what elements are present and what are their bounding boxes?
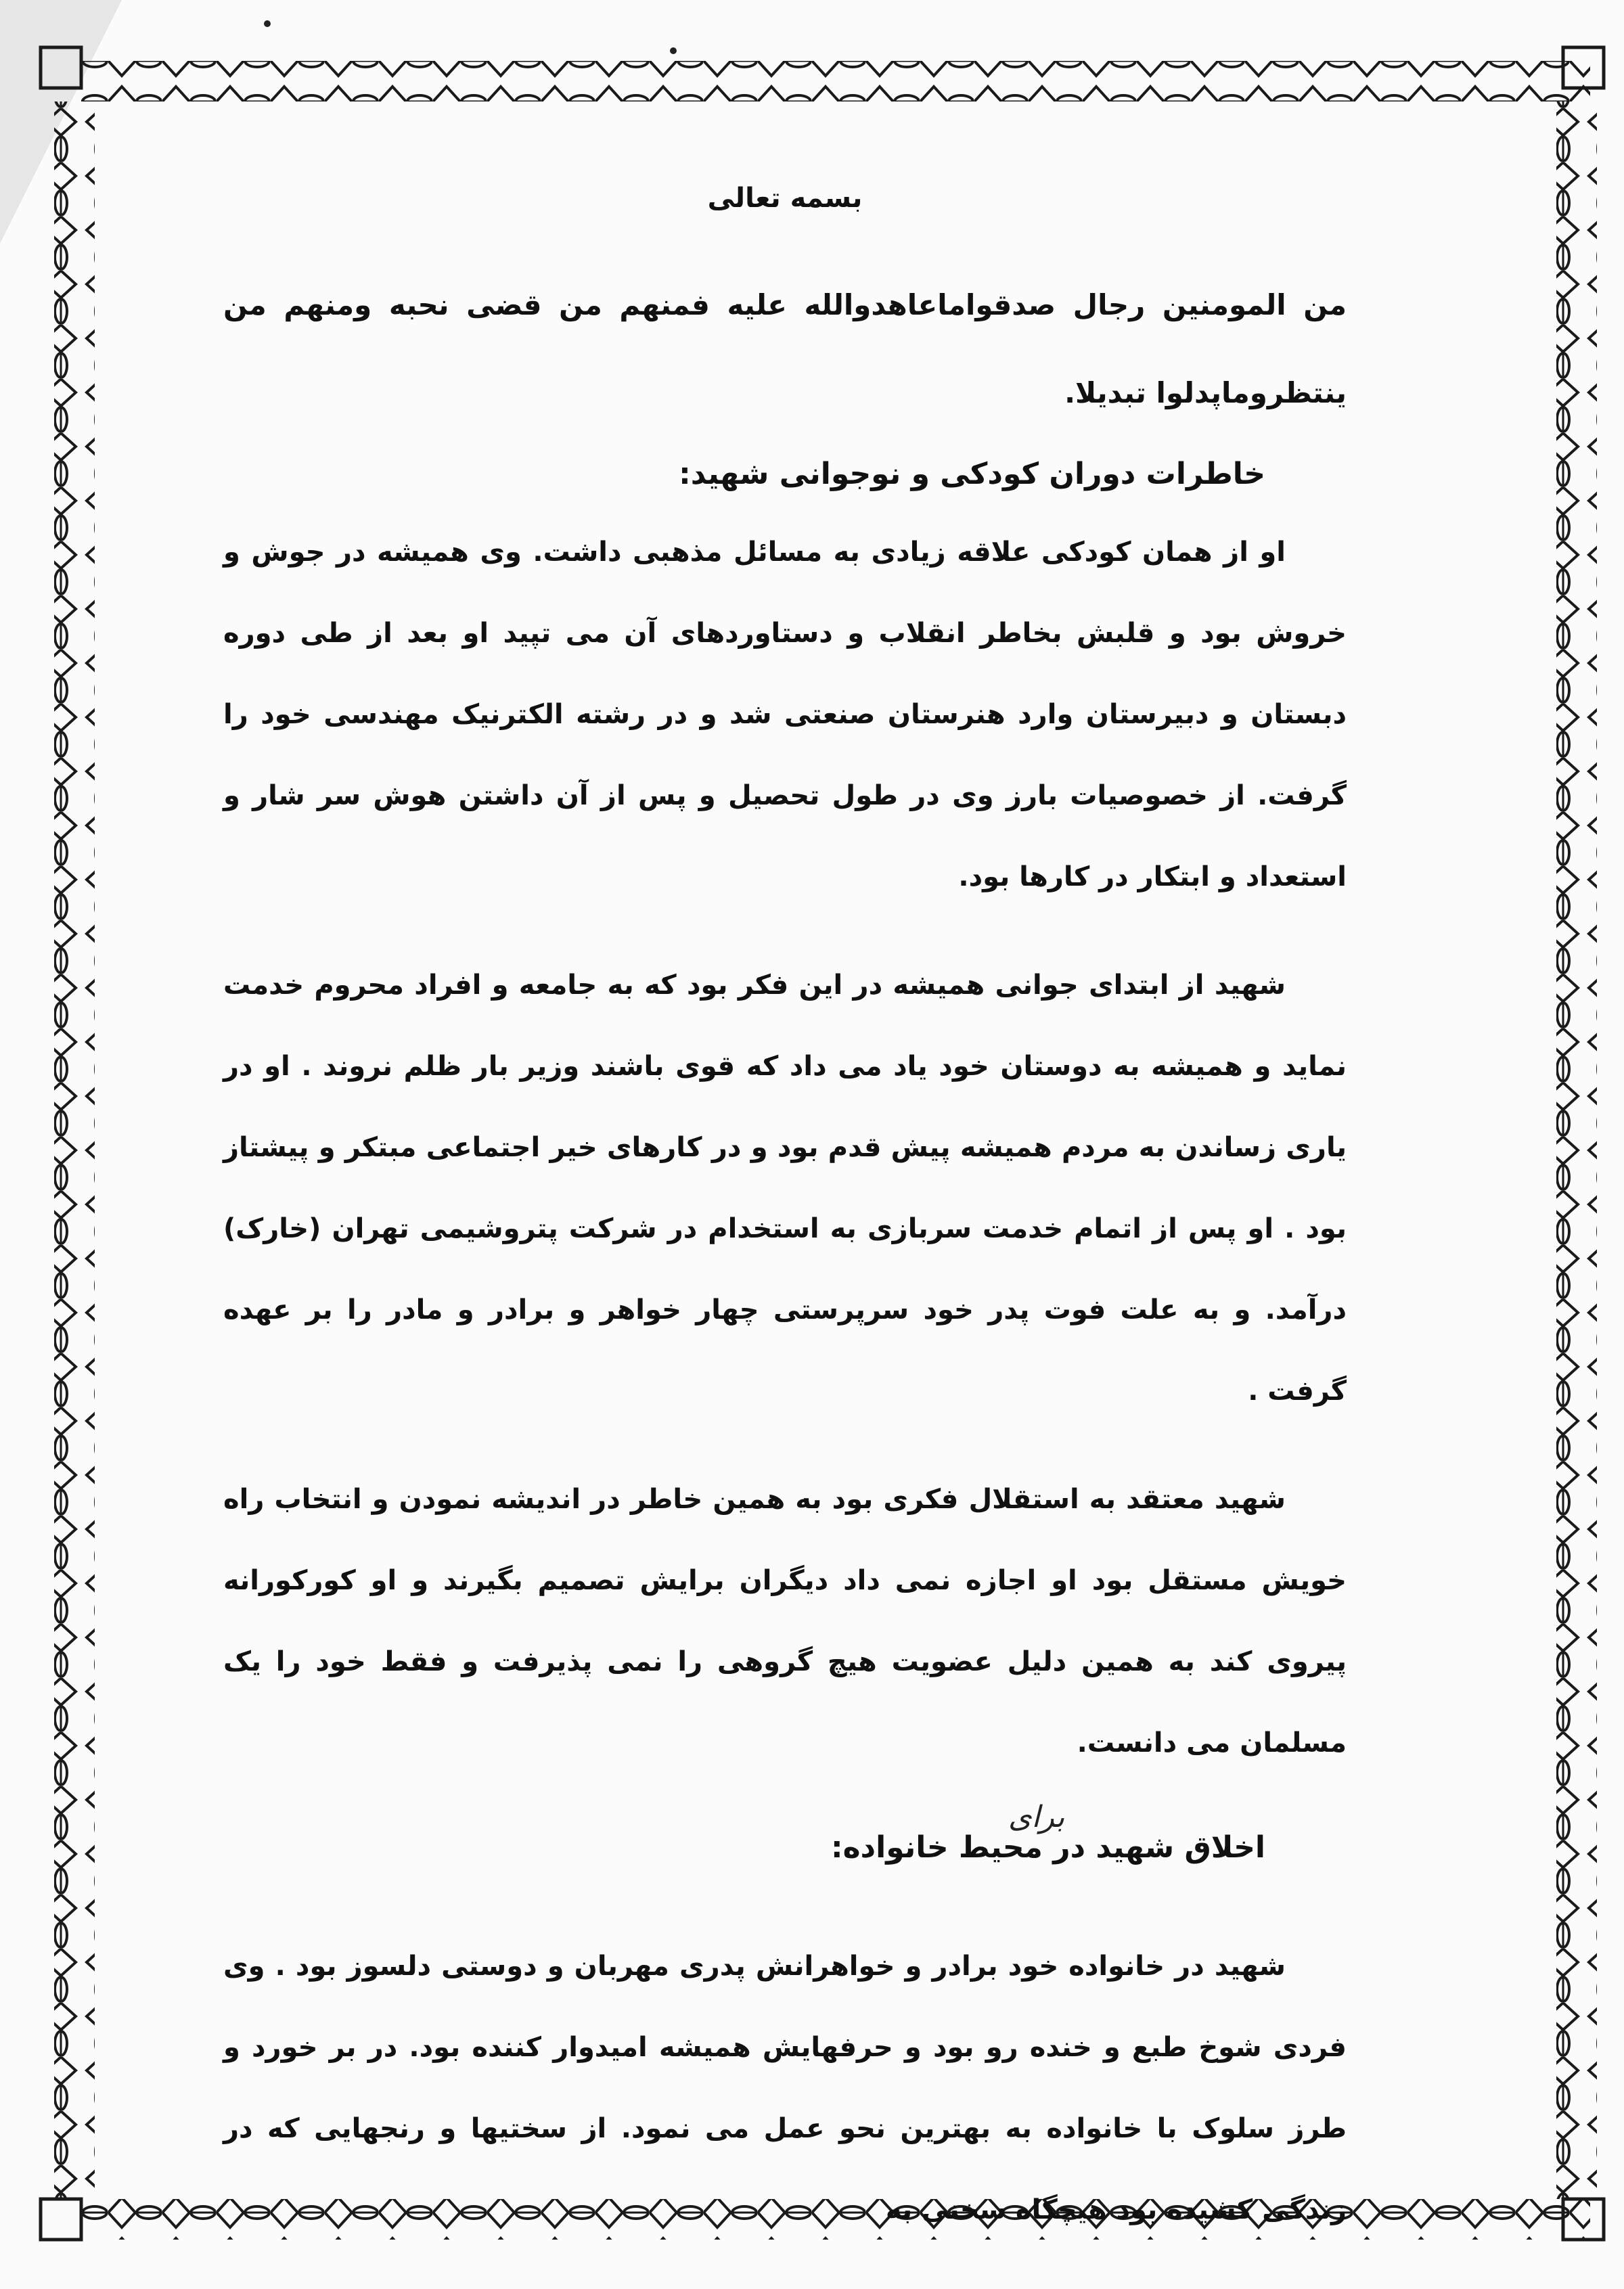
quran-verse: من المومنين رجال صدقواماعاهدوالله عليه فمنهم من قضى نحبه ومنهم من ينتظروماپدلوا تبديلا. bbox=[223, 288, 1347, 409]
document-title: بسمه تعالی bbox=[707, 183, 863, 214]
paragraph: شهید در خانواده خود برادر و خواهرانش پدری مهربان و دوستی دلسوز بود . وی فردی شوخ طبع و خنده رو بود و حرفهایش همیشه امیدوار کننده بود. در بر خورد و طرز سلوک با خانواده به بهترین نحو عمل می نمود. از سختیها و رنجهایی که در زندگی کشیده بود هیچگاه سخنی به bbox=[223, 1951, 1347, 2225]
paragraph: شهید معتقد به استقلال فکری بود به همین خاطر در اندیشه نمودن و انتخاب راه خویش مستقل بود او اجازه نمی داد دیگران برایش تصمیم بگیرند و او کورکورانه پیروی کند به همین دلیل عضویت هیچ گروهی را نمی پذیرفت و فقط خود را یک مسلمان می دانست. bbox=[223, 1484, 1347, 1759]
section-heading-childhood: خاطرات دوران کودکی و نوجوانی شهید: bbox=[679, 457, 1265, 491]
punch-mark bbox=[264, 20, 271, 27]
punch-mark bbox=[670, 47, 677, 54]
section-heading-family: اخلاق شهید در محیط خانواده: bbox=[830, 1830, 1265, 1865]
handwritten-note: برای bbox=[1008, 1800, 1065, 1834]
document-body bbox=[223, 183, 1347, 2277]
paragraph: شهید از ابتدای جوانی همیشه در این فکر بود که به جامعه و افراد محروم خدمت نماید و همیشه به دوستان خود یاد می داد که قوی باشند وزیر بار ظلم نروند . او در یاری زساندن به مردم همیشه پیش قدم بود و در کارهای خیر اجتماعی مبتکر و پیشتاز بود . او پس از اتمام خدمت سربازی به استخدام در شرکت پتروشیمی تهران (خارک) درآمد. و به علت فوت پدر خود سرپرستی چهار خواهر و برادر و مادر را بر عهده گرفت . bbox=[223, 970, 1347, 1407]
paragraph: او از همان کودکی علاقه زیادی به مسائل مذهبی داشت. وی همیشه در جوش و خروش بود و قلبش بخاطر انقلاب و دستاوردهای آن می تپید او بعد از طی دوره دبستان و دبیرستان وارد هنرستان صنعتی شد و در رشته الکترنیک مهندسی خود را گرفت. از خصوصیات بارز وی در طول تحصیل و پس از آن داشتن هوش سر شار و استعداد و ابتکار در کارها بود. bbox=[223, 537, 1347, 892]
